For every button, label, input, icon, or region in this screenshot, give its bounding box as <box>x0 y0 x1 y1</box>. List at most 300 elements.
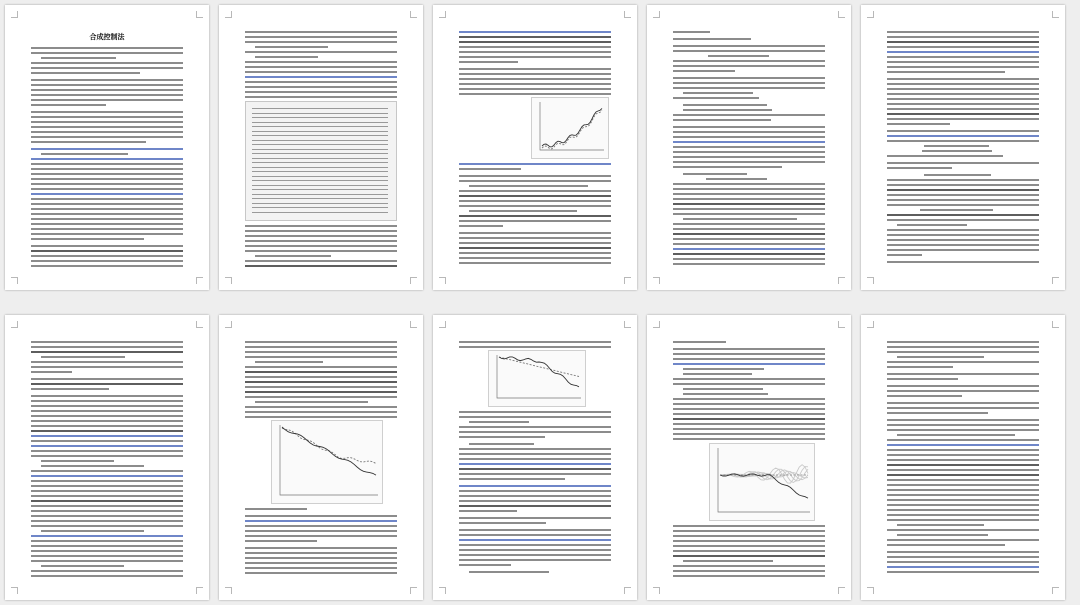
text-line <box>31 383 183 385</box>
text-line <box>459 56 611 58</box>
text-line <box>459 495 611 497</box>
text-line <box>887 459 1039 461</box>
text-line <box>245 346 397 348</box>
table-row <box>252 108 388 109</box>
text-line <box>673 383 825 385</box>
text-line <box>459 485 611 487</box>
text-line <box>887 118 1039 120</box>
text-line <box>683 560 773 562</box>
text-line <box>887 454 1039 456</box>
text-line <box>887 219 1039 221</box>
document-page[interactable] <box>647 5 851 290</box>
table-row <box>252 131 388 132</box>
text-line <box>887 93 1039 95</box>
text-line <box>31 265 183 267</box>
text-line <box>31 455 183 457</box>
text-line <box>245 240 397 242</box>
text-line <box>245 376 397 378</box>
text-line <box>673 525 825 527</box>
text-line <box>245 235 397 237</box>
text-line <box>31 104 106 106</box>
text-line <box>245 36 397 38</box>
page-margin-mark <box>410 321 417 328</box>
text-line <box>245 51 397 53</box>
text-line <box>673 203 825 205</box>
page-margin-mark <box>11 587 18 594</box>
text-line <box>31 183 183 185</box>
text-line <box>459 478 565 480</box>
text-line <box>887 261 1039 263</box>
text-line <box>897 356 984 358</box>
text-line <box>31 570 183 572</box>
text-line <box>683 104 767 106</box>
text-line <box>887 98 1039 100</box>
text-line <box>897 224 967 226</box>
text-line <box>31 395 183 397</box>
text-line <box>31 410 183 412</box>
page-margin-mark <box>867 11 874 18</box>
text-line <box>673 540 825 542</box>
table-row <box>252 176 388 177</box>
text-line <box>924 145 989 147</box>
text-line <box>887 366 953 368</box>
text-line <box>887 449 1039 451</box>
text-line <box>245 381 397 383</box>
text-line <box>673 570 825 572</box>
text-line <box>459 88 611 90</box>
text-line <box>459 61 518 63</box>
text-line <box>459 544 611 546</box>
text-line <box>887 373 1039 375</box>
page-margin-mark <box>439 11 446 18</box>
text-line <box>31 188 183 190</box>
text-line <box>245 552 397 554</box>
page-margin-mark <box>439 277 446 284</box>
page-margin-mark <box>410 11 417 18</box>
text-line <box>887 561 1039 563</box>
text-line <box>673 418 825 420</box>
text-line <box>459 68 611 70</box>
page-margin-mark <box>410 277 417 284</box>
text-line <box>459 463 611 465</box>
text-line <box>31 351 183 353</box>
text-line <box>245 406 397 408</box>
text-line <box>31 72 140 74</box>
text-line <box>245 371 397 373</box>
text-line <box>887 402 1039 404</box>
text-line <box>887 123 950 125</box>
text-line <box>683 109 772 111</box>
text-line <box>31 445 183 447</box>
figure-chart <box>271 420 383 504</box>
text-line <box>673 65 825 67</box>
text-line <box>31 245 183 247</box>
text-line <box>31 520 183 522</box>
chart-plot <box>532 98 608 158</box>
text-line <box>31 450 183 452</box>
text-line <box>245 547 397 549</box>
text-line <box>459 73 611 75</box>
text-line <box>459 346 611 348</box>
document-page[interactable] <box>647 315 851 600</box>
text-line <box>673 97 759 99</box>
text-line <box>673 555 825 557</box>
text-line <box>245 81 397 83</box>
text-line <box>887 556 1039 558</box>
text-line <box>245 225 397 227</box>
text-line <box>31 378 183 380</box>
text-line <box>683 373 752 375</box>
text-line <box>245 341 397 343</box>
text-line <box>469 571 549 573</box>
text-line <box>31 346 183 348</box>
page-margin-mark <box>624 321 631 328</box>
text-line <box>673 438 825 440</box>
text-line <box>31 67 183 69</box>
text-line <box>459 426 611 428</box>
text-line <box>706 178 767 180</box>
page-margin-mark <box>410 587 417 594</box>
text-line <box>708 55 770 57</box>
text-line <box>459 411 611 413</box>
page-margin-mark <box>867 277 874 284</box>
text-line <box>459 41 611 43</box>
text-line <box>31 62 183 64</box>
text-line <box>683 393 768 395</box>
text-line <box>673 126 825 128</box>
text-line <box>459 252 611 254</box>
text-line <box>31 361 183 363</box>
text-line <box>887 390 1039 392</box>
document-page[interactable] <box>219 315 423 600</box>
page-margin-mark <box>225 11 232 18</box>
text-line <box>469 185 588 187</box>
text-line <box>31 126 183 128</box>
text-line <box>31 535 183 537</box>
text-line <box>31 203 183 205</box>
text-line <box>31 405 183 407</box>
text-line <box>459 341 611 343</box>
text-line <box>469 210 577 212</box>
text-line <box>245 245 397 247</box>
document-page[interactable] <box>861 315 1065 600</box>
text-line <box>887 346 1039 348</box>
text-line <box>673 565 825 567</box>
text-line <box>31 525 183 527</box>
text-line <box>245 366 397 368</box>
text-line <box>255 56 318 58</box>
text-line <box>887 31 1039 33</box>
text-line <box>31 116 183 118</box>
text-line <box>459 529 611 531</box>
text-line <box>673 233 825 235</box>
text-line <box>31 131 183 133</box>
text-line <box>887 566 1039 568</box>
text-line <box>459 534 611 536</box>
text-line <box>245 86 397 88</box>
text-line <box>245 557 397 559</box>
table-row <box>252 203 388 204</box>
text-line <box>31 388 109 390</box>
text-line <box>887 254 922 256</box>
text-line <box>673 193 825 195</box>
text-line <box>41 57 116 59</box>
text-line <box>887 429 1039 431</box>
text-line <box>245 508 307 510</box>
figure-chart <box>709 443 815 521</box>
table-row <box>252 171 388 172</box>
text-line <box>887 361 1039 363</box>
text-line <box>887 489 1039 491</box>
text-line <box>673 358 825 360</box>
page-margin-mark <box>838 321 845 328</box>
text-line <box>887 184 1039 186</box>
document-page[interactable] <box>433 315 637 600</box>
text-line <box>459 205 611 207</box>
text-line <box>245 76 397 78</box>
text-line <box>459 490 611 492</box>
text-line <box>887 479 1039 481</box>
text-line <box>245 540 317 542</box>
chart-plot <box>272 421 382 503</box>
table-row <box>252 198 388 199</box>
text-line <box>31 485 183 487</box>
text-line <box>31 52 183 54</box>
text-line <box>887 113 1039 115</box>
table-row <box>252 194 388 195</box>
page-margin-mark <box>1052 321 1059 328</box>
page-margin-mark <box>225 587 232 594</box>
text-line <box>31 158 183 160</box>
text-line <box>31 560 183 562</box>
document-page[interactable] <box>219 5 423 290</box>
text-line <box>245 265 397 267</box>
text-line <box>31 168 183 170</box>
page-margin-mark <box>196 11 203 18</box>
text-line <box>459 257 611 259</box>
text-line <box>245 351 397 353</box>
text-line <box>31 480 183 482</box>
text-line <box>683 218 797 220</box>
text-line <box>459 500 611 502</box>
text-line <box>459 180 611 182</box>
text-line <box>459 242 611 244</box>
text-line <box>469 421 529 423</box>
text-line <box>673 341 726 343</box>
text-line <box>897 524 984 526</box>
text-line <box>31 430 183 432</box>
text-line <box>31 415 183 417</box>
page-margin-mark <box>838 11 845 18</box>
text-line <box>887 378 958 380</box>
text-line <box>459 468 611 470</box>
text-line <box>673 353 825 355</box>
table-row <box>252 122 388 123</box>
text-line <box>245 562 397 564</box>
text-line <box>673 141 825 143</box>
text-line <box>673 408 825 410</box>
text-line <box>41 465 144 467</box>
text-line <box>673 38 751 40</box>
text-line <box>459 458 611 460</box>
text-line <box>673 258 825 260</box>
text-line <box>245 525 397 527</box>
text-line <box>245 386 397 388</box>
text-line <box>41 153 128 155</box>
text-line <box>887 469 1039 471</box>
table-row <box>252 126 388 127</box>
text-line <box>673 60 825 62</box>
text-line <box>31 555 183 557</box>
text-line <box>673 433 825 435</box>
page-margin-mark <box>624 277 631 284</box>
text-line <box>31 470 183 472</box>
text-line <box>887 419 1039 421</box>
text-line <box>245 61 397 63</box>
text-line <box>245 356 397 358</box>
text-line <box>459 232 611 234</box>
text-line <box>31 260 183 262</box>
table-row <box>252 212 388 213</box>
text-line <box>887 51 1039 53</box>
document-page[interactable] <box>861 5 1065 290</box>
figure-chart <box>531 97 609 159</box>
text-line <box>459 453 611 455</box>
text-line <box>683 368 764 370</box>
text-line <box>887 239 1039 241</box>
text-line <box>31 435 183 437</box>
text-line <box>459 36 611 38</box>
text-line <box>887 194 1039 196</box>
text-line <box>245 66 397 68</box>
text-line <box>887 46 1039 48</box>
text-line <box>459 522 546 524</box>
text-line <box>459 564 511 566</box>
text-line <box>31 420 183 422</box>
text-line <box>459 539 611 541</box>
text-line <box>31 223 183 225</box>
text-line <box>887 529 1039 531</box>
text-line <box>31 475 183 477</box>
page-margin-mark <box>653 587 660 594</box>
text-line <box>459 215 611 217</box>
text-line <box>673 45 825 47</box>
text-line <box>887 484 1039 486</box>
document-page[interactable] <box>5 315 209 600</box>
text-line <box>31 255 183 257</box>
document-title: 合成控制法 <box>89 32 125 41</box>
text-line <box>887 61 1039 63</box>
text-line <box>31 540 183 542</box>
text-line <box>673 213 825 215</box>
page-margin-mark <box>867 587 874 594</box>
text-line <box>31 89 183 91</box>
chart-axis <box>280 425 378 495</box>
table-row <box>252 167 388 168</box>
text-line <box>255 361 323 363</box>
text-line <box>920 209 993 211</box>
page-margin-mark <box>1052 11 1059 18</box>
text-line <box>31 84 183 86</box>
text-line <box>459 93 611 95</box>
text-line <box>31 213 183 215</box>
page-margin-mark <box>439 587 446 594</box>
text-line <box>887 351 1039 353</box>
text-line <box>673 253 825 255</box>
text-line <box>887 135 1039 137</box>
page-margin-mark <box>196 587 203 594</box>
text-line <box>41 530 144 532</box>
text-line <box>673 31 710 33</box>
text-line <box>41 460 114 462</box>
text-line <box>887 424 1039 426</box>
text-line <box>887 78 1039 80</box>
text-line <box>673 183 825 185</box>
text-line <box>887 204 1039 206</box>
page-margin-mark <box>624 587 631 594</box>
text-line <box>887 385 1039 387</box>
text-line <box>459 559 611 561</box>
text-line <box>459 436 545 438</box>
text-line <box>887 544 1005 546</box>
text-line <box>459 175 611 177</box>
text-line <box>245 71 397 73</box>
text-line <box>31 178 183 180</box>
text-line <box>887 412 988 414</box>
text-line <box>887 66 1039 68</box>
text-line <box>31 366 183 368</box>
text-line <box>673 188 825 190</box>
text-line <box>31 425 183 427</box>
document-page[interactable] <box>5 5 209 290</box>
text-line <box>673 70 735 72</box>
text-line <box>673 363 825 365</box>
text-line <box>673 378 825 380</box>
page-margin-mark <box>225 277 232 284</box>
table-row <box>252 149 388 150</box>
text-line <box>887 341 1039 343</box>
text-line <box>673 156 825 158</box>
text-line <box>245 41 397 43</box>
text-line <box>459 220 611 222</box>
text-line <box>31 173 183 175</box>
text-line <box>673 77 825 79</box>
text-line <box>673 428 825 430</box>
text-line <box>31 510 183 512</box>
text-line <box>245 260 397 262</box>
text-line <box>31 136 183 138</box>
text-line <box>673 208 825 210</box>
text-line <box>459 448 611 450</box>
text-line <box>887 514 1039 516</box>
text-line <box>245 520 397 522</box>
text-line <box>887 229 1039 231</box>
text-line <box>897 434 1015 436</box>
table-row <box>252 158 388 159</box>
text-line <box>31 208 183 210</box>
text-line <box>255 255 331 257</box>
document-page[interactable] <box>433 5 637 290</box>
text-line <box>887 464 1039 466</box>
text-line <box>31 545 183 547</box>
text-line <box>255 46 328 48</box>
figure-chart <box>488 350 586 407</box>
text-line <box>887 519 1039 521</box>
text-line <box>887 103 1039 105</box>
text-line <box>922 150 991 152</box>
text-line <box>459 190 611 192</box>
text-line <box>31 440 183 442</box>
